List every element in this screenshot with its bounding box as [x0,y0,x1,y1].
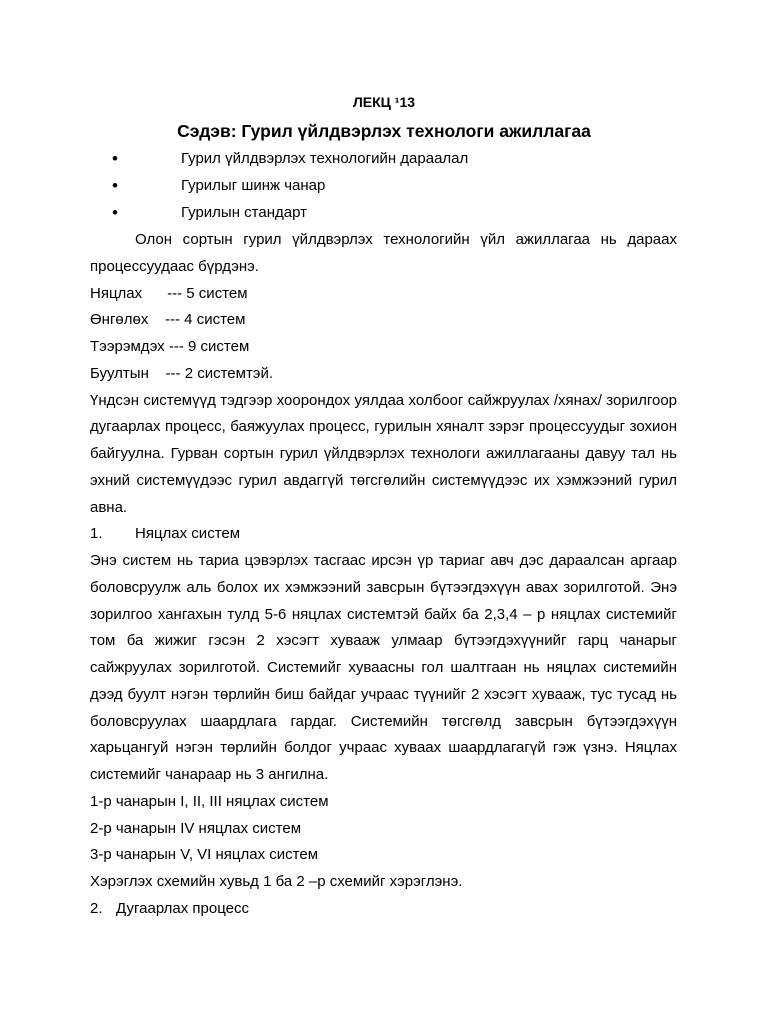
system-line: Буултын --- 2 системтэй. [90,364,274,382]
section-number: 2. [90,899,103,917]
intro-paragraph: Олон сортын гурил үйлдвэрлэх технологийн үйл ажиллагаа нь дараах процессуудаас бүрдэнэ. [90,231,677,275]
section-title: Няцлах систем [135,525,241,543]
scheme-note: Хэрэглэх схемийн хувьд 1 ба 2 –р схемийг хэрэглэнэ. [90,873,463,890]
section1-paragraph: Энэ систем нь тариа цэвэрлэх тасгаас ирсэн үр тариаг авч дэс дараалсан аргаар боловсруулж аль болох их хэмжээний завсрын бүтээгдэхүүн авах зорилготой. Энэ зорилгоо хангахын тулд 5-6 няцлах системтэй байх ба 2,3,4 – р няцлах системийг том ба жижиг гэсэн 2 хэсэгт хувааж улмаар бүтээгдэхүүнийг гарц чанарыг сайжруулах зорилготой. Системийг хуваасны гол шалтгаан нь няцлах системийн дээд буулт нэгэн төрлийн биш байдаг учраас түүнийг 2 хэсэгт хувааж, тус тусад нь боловсруулах шаардлага гардаг. Системийн төгсгөлд завсрын бүтээгдэхүүн харьцангуй нэгэн төрлийн болдог учраас хуваах шаардлагагүй гэж үзнэ. Няцлах системийг чанараар нь 3 ангилна. [90,552,677,783]
system-line: Өнгөлөх --- 4 систем [90,311,246,329]
bullet-text: Гурилыг шинж чанар [181,176,326,194]
bullet-text: Гурил үйлдвэрлэх технологийн дараалал [181,150,469,167]
bullet-icon: • [112,202,118,222]
section-number: 1. [90,525,103,543]
main-paragraph: Үндсэн системүүд тэдгээр хоорондох уялдаа холбоог сайжруулах /хянах/ зорилгоор дугаарлах процесс, баяжуулах процесс, гурилын хяналт зэрэг процессуудыг зохион байгуулна. Гурван сортын гурил үйлдвэрлэх технологи ажиллагааны давуу тал нь эхний системүүдээс гурил авдаггүй төгсгөлийн системүүдээс их хэмжээний гурил авна. [90,391,677,516]
system-line: Тээрэмдэх --- 9 систем [90,338,250,355]
grade-line: 2-р чанарын IV няцлах систем [90,819,302,837]
bullet-text: Гурилын стандарт [181,203,307,221]
bullet-icon: • [112,149,118,168]
document-body [90,227,677,923]
list-item [90,146,677,173]
section-title: Дугаарлах процесс [116,899,249,917]
system-line: Няцлах --- 5 систем [90,284,248,302]
list-item [90,173,677,200]
list-item [90,200,677,227]
section-heading-2 [90,896,677,923]
bullet-icon: • [112,175,118,195]
grade-line: 1-р чанарын I, II, III няцлах систем [90,792,329,810]
grade-line: 3-р чанарын V, VI няцлах систем [90,846,319,864]
lecture-number: ЛЕКЦ ¹13 [352,94,416,110]
lecture-subject: Сэдэв: Гурил үйлдвэрлэх технологи ажиллагаа [177,121,591,141]
section-heading-1 [90,521,677,548]
topic-bullet-list [90,146,677,226]
